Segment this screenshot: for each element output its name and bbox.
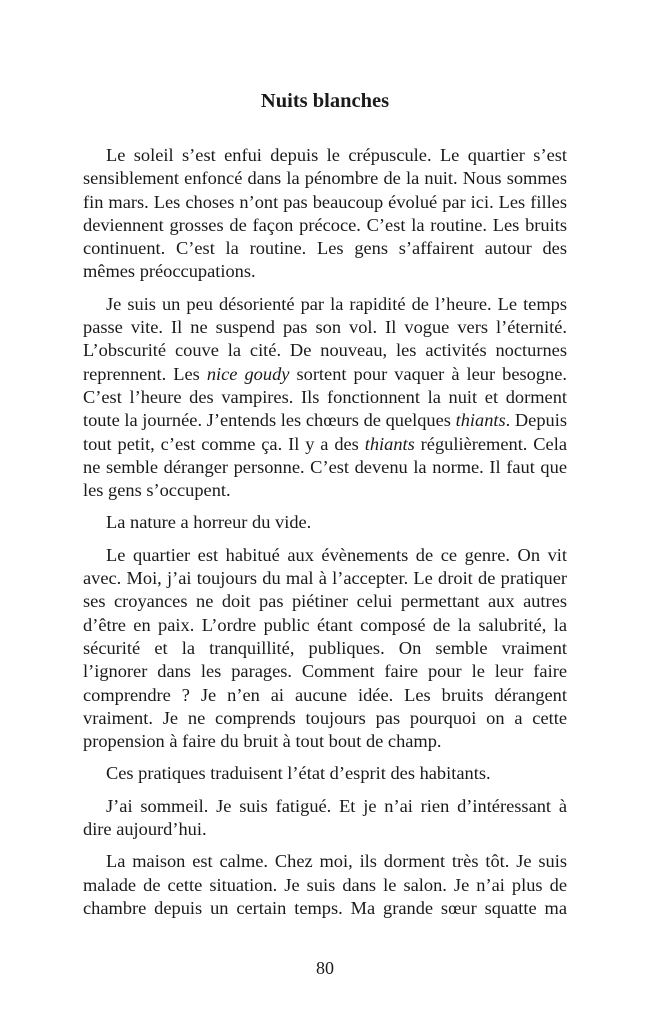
text-run: . Depuis tout petit, c’est comme ça. Il y a des <box>83 410 568 454</box>
text-run: Le soleil s’est enfui depuis le crépuscule. Le quartier s’est sensiblement enfoncé dans la pénombre de la nuit. Nous sommes fin mars. Les choses n’ont pas beaucoup évolué par ici. Les filles deviennent grosses de façon précoce. C’est la routine. Les bruits continuent. C’est la routine. Les gens s’affairent autour des mêmes préoccupations. <box>83 145 567 282</box>
italic-term: nice goudy <box>206 363 290 384</box>
text-run: J’ai sommeil. Je suis fatigué. Et je n’ai rien d’intéressant à dire aujourd’hui. <box>83 795 567 840</box>
chapter-body <box>83 144 567 929</box>
paragraph <box>83 762 567 785</box>
text-run: Le quartier est habitué aux évènements de ce genre. On vit avec. Moi, j’ai toujours du mal à l’accepter. Le droit de pratiquer ses croyances ne doit pas piétiner celui permettant aux autres d’être en paix. L’ordre public étant composé de la salubrité, la sécurité et la tranquillité, publiques. On semble vraiment l’ignorer dans les parages. Comment faire pour le leur faire comprendre ? Je n’en ai aucune idée. Les bruits dérangent vraiment. Je ne comprends toujours pas pourquoi on a cette propension à faire du bruit à tout bout de champ. <box>83 544 567 752</box>
text-run: sortent pour vaquer à leur besogne. C’est l’heure des vampires. Ils fonctionnent la nuit et dorment toute la journée. J’entends les chœurs de quelques <box>83 363 567 431</box>
text-run: La nature a horreur du vide. <box>106 512 312 533</box>
book-page <box>83 0 567 1035</box>
text-run: Ces pratiques traduisent l’état d’esprit des habitants. <box>106 763 491 784</box>
text-run: Je suis un peu désorienté par la rapidité de l’heure. Le temps passe vite. Il ne suspend pas son vol. Il vogue vers l’éternité. L’obscurité couve la cité. De nouveau, les activités nocturnes reprennent. Les <box>83 293 567 384</box>
italic-term: thiants <box>455 410 506 431</box>
paragraph <box>83 293 567 503</box>
page-number: 80 <box>316 958 334 978</box>
paragraph <box>83 144 567 284</box>
text-run: La maison est calme. Chez moi, ils dorment très tôt. Je suis malade de cette situation. Je suis dans le salon. Je n’ai plus de chambre depuis un certain temps. Ma grande sœur squatte ma <box>83 851 567 918</box>
chapter-title: Nuits blanches <box>260 90 390 112</box>
paragraph <box>83 795 567 842</box>
text-run: régulièrement. Cela ne semble déranger personne. C’est devenu la norme. Il faut que les gens s’occupent. <box>83 433 567 501</box>
paragraph <box>83 511 567 534</box>
paragraph <box>83 544 567 754</box>
paragraph <box>83 850 567 920</box>
italic-term: thiants <box>364 433 415 454</box>
